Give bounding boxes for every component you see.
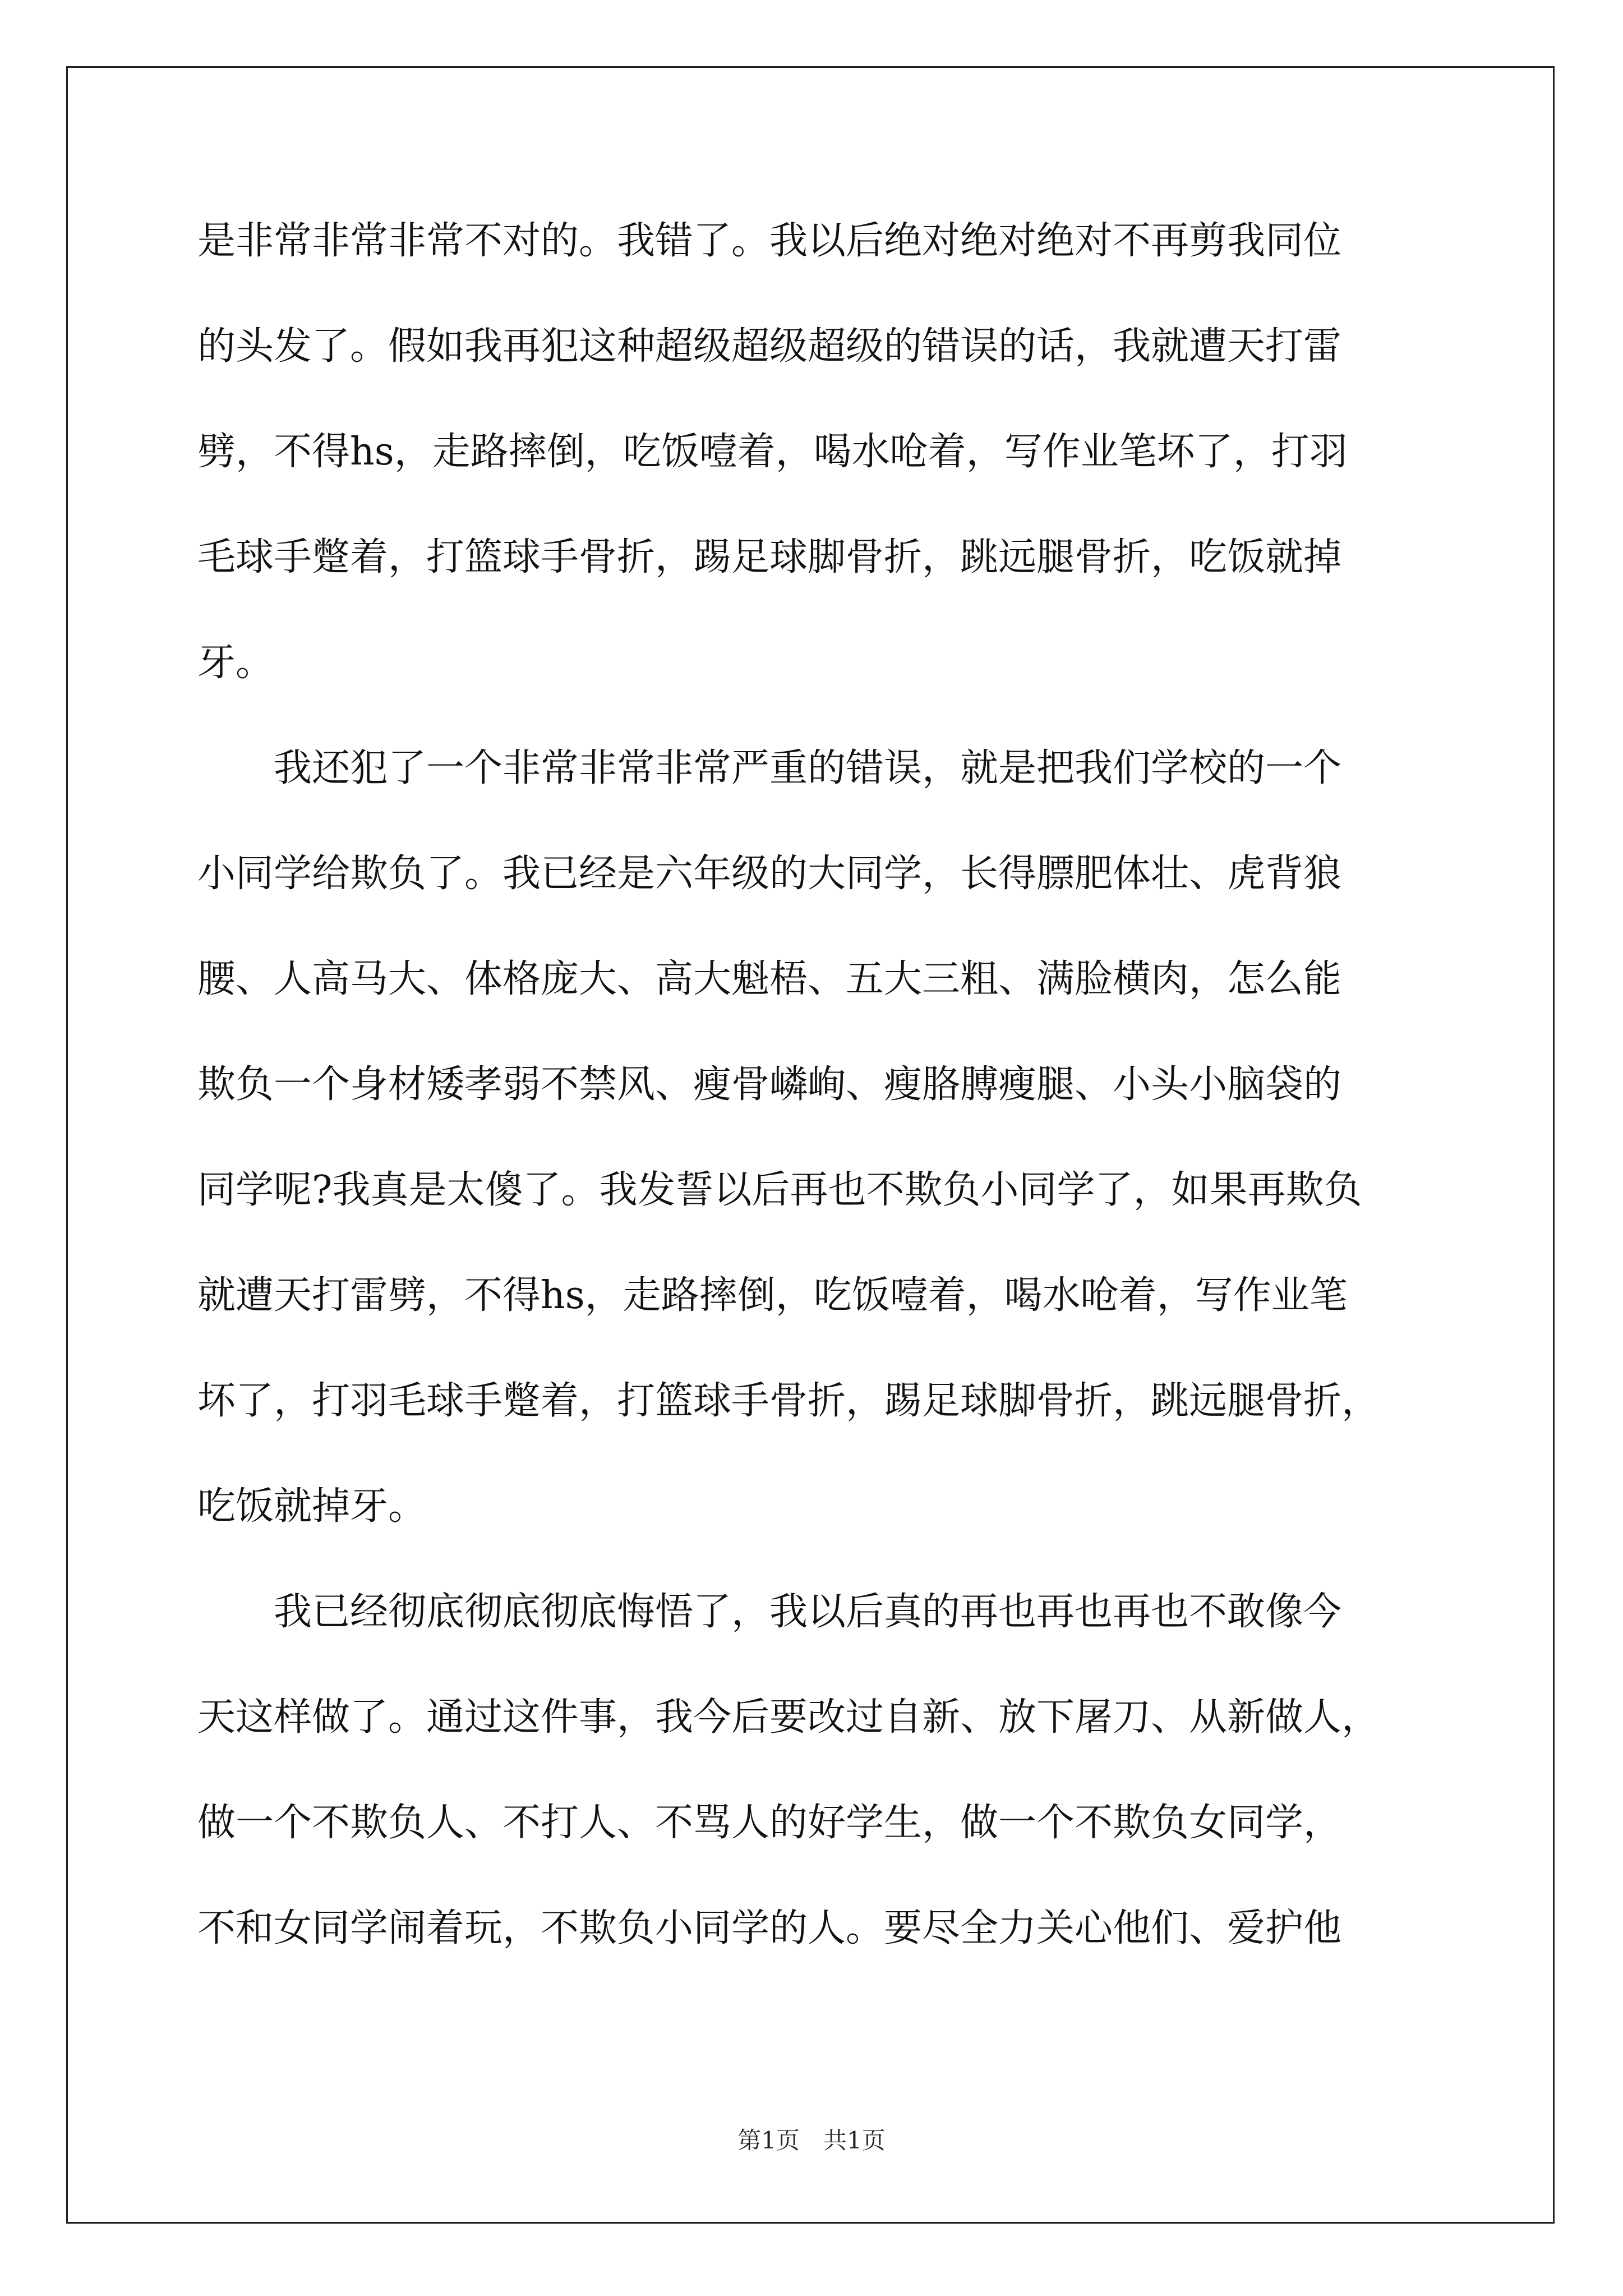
text-line: 吃饭就掉牙。 xyxy=(197,1484,427,1529)
text-line: 的头发了。假如我再犯这种超级超级超级的错误的话，我就遭天打雷 xyxy=(197,324,1342,369)
text-line: 就遭天打雷劈，不得hs，走路摔倒，吃饭噎着，喝水呛着，写作业笔 xyxy=(197,1273,1348,1318)
text-line: 腰、人高马大、体格庞大、高大魁梧、五大三粗、满脸横肉，怎么能 xyxy=(197,957,1342,1001)
text-line: 坏了，打羽毛球手蹩着，打篮球手骨折，踢足球脚骨折，跳远腿骨折， xyxy=(197,1379,1380,1423)
text-line: 天这样做了。通过这件事，我今后要改过自新、放下屠刀、从新做人， xyxy=(197,1695,1380,1740)
text-line: 毛球手蹩着，打篮球手骨折，踢足球脚骨折，跳远腿骨折，吃饭就掉 xyxy=(197,535,1342,579)
text-line: 是非常非常非常不对的。我错了。我以后绝对绝对绝对不再剪我同位 xyxy=(197,219,1342,263)
text-line: 小同学给欺负了。我已经是六年级的大同学，长得膘肥体壮、虎背狼 xyxy=(197,852,1342,896)
text-line: 欺负一个身材矮孝弱不禁风、瘦骨嶙峋、瘦胳膊瘦腿、小头小脑袋的 xyxy=(197,1062,1342,1107)
text-line: 牙。 xyxy=(197,641,274,685)
paragraph-first-line: 我已经彻底彻底彻底悔悟了，我以后真的再也再也再也不敢像今 xyxy=(274,1590,1342,1634)
text-line: 劈，不得hs，走路摔倒，吃饭噎着，喝水呛着，写作业笔坏了，打羽 xyxy=(197,430,1348,474)
paragraph-first-line: 我还犯了一个非常非常非常严重的错误，就是把我们学校的一个 xyxy=(274,746,1342,790)
text-line: 同学呢?我真是太傻了。我发誓以后再也不欺负小同学了，如果再欺负 xyxy=(197,1168,1362,1212)
page-border xyxy=(66,66,1555,2224)
text-line: 做一个不欺负人、不打人、不骂人的好学生，做一个不欺负女同学， xyxy=(197,1801,1342,1845)
text-line: 不和女同学闹着玩，不欺负小同学的人。要尽全力关心他们、爱护他 xyxy=(197,1906,1342,1950)
page-number-footer: 第1页 共1页 xyxy=(737,2127,886,2154)
